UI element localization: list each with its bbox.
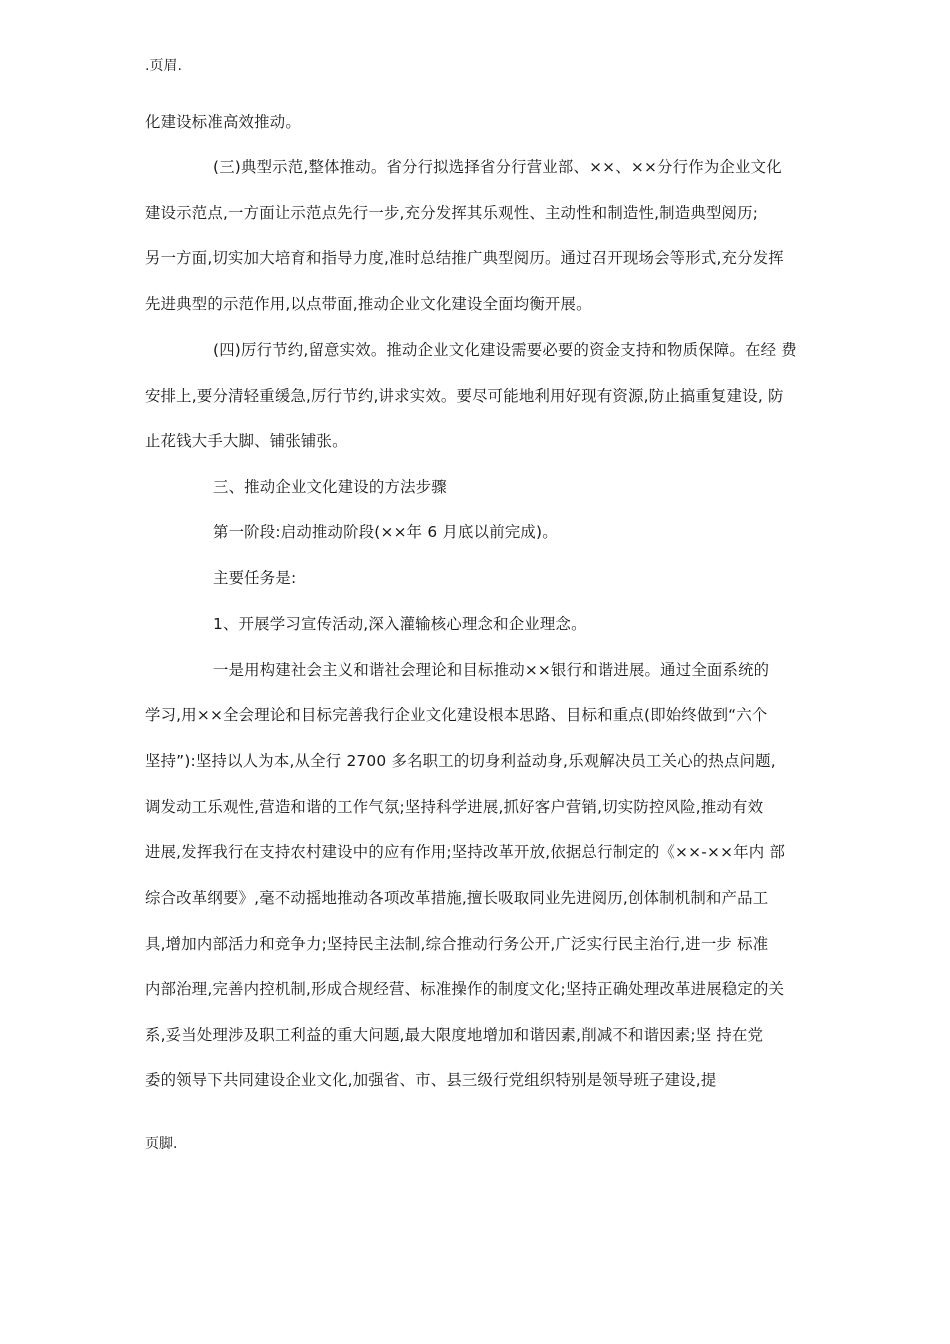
text-line: 委的领导下共同建设企业文化,加强省、市、县三级行党组织特别是领导班子建设,提 <box>145 1071 717 1089</box>
section-heading: 三、推动企业文化建设的方法步骤 <box>213 478 447 496</box>
text-line: 坚持”):坚持以人为本,从全行 2700 多名职工的切身利益动身,乐观解决员工关心的热点问题, <box>145 752 776 770</box>
text-line: 先进典型的示范作用,以点带面,推动企业文化建设全面均衡开展。 <box>145 295 592 313</box>
text-line: 进展,发挥我行在支持农村建设中的应有作用;坚持改革开放,依据总行制定的《××-××年内 部 <box>145 843 786 861</box>
text-line: 综合改革纲要》,毫不动摇地推动各项改革措施,擅长吸取同业先进阅历,创体制机制和产品工 <box>145 889 769 907</box>
text-line: 具,增加内部活力和竞争力;坚持民主法制,综合推动行务公开,广泛实行民主治行,进一步 标准 <box>145 935 769 953</box>
text-line: 学习,用××全会理论和目标完善我行企业文化建设根本思路、目标和重点(即始终做到“六个 <box>145 706 768 724</box>
page-footer: 页脚. <box>145 1136 178 1152</box>
text-line: 内部治理,完善内控机制,形成合规经营、标准操作的制度文化;坚持正确处理改革进展稳定的关 <box>145 980 785 998</box>
text-line: (三)典型示范,整体推动。省分行拟选择省分行营业部、××、××分行作为企业文化 <box>213 158 782 176</box>
text-line: 调发动工乐观性,营造和谐的工作气氛;坚持科学进展,抓好客户营销,切实防控风险,推动有效 <box>145 798 764 816</box>
text-line: 建设示范点,一方面让示范点先行一步,充分发挥其乐观性、主动性和制造性,制造典型阅历; <box>145 204 759 222</box>
text-line: 化建设标准高效推动。 <box>145 113 301 131</box>
page-header: .页眉. <box>145 58 182 74</box>
text-line: 安排上,要分清轻重缓急,厉行节约,讲求实效。要尽可能地利用好现有资源,防止搞重复建设, 防 <box>145 387 784 405</box>
text-line: 主要任务是: <box>213 569 297 587</box>
text-line: (四)厉行节约,留意实效。推动企业文化建设需要必要的资金支持和物质保障。在经 费 <box>213 341 797 359</box>
text-line: 第一阶段:启动推动阶段(××年 6 月底以前完成)。 <box>213 523 558 541</box>
text-line: 另一方面,切实加大培育和指导力度,准时总结推广典型阅历。通过召开现场会等形式,充分发挥 <box>145 249 784 267</box>
text-line: 1、开展学习宣传活动,深入灌输核心理念和企业理念。 <box>213 615 587 633</box>
text-line: 一是用构建社会主义和谐社会理论和目标推动××银行和谐进展。通过全面系统的 <box>213 661 770 679</box>
text-line: 止花钱大手大脚、铺张铺张。 <box>145 432 348 450</box>
text-line: 系,妥当处理涉及职工利益的重大问题,最大限度地增加和谐因素,削减不和谐因素;坚 持在党 <box>145 1026 764 1044</box>
